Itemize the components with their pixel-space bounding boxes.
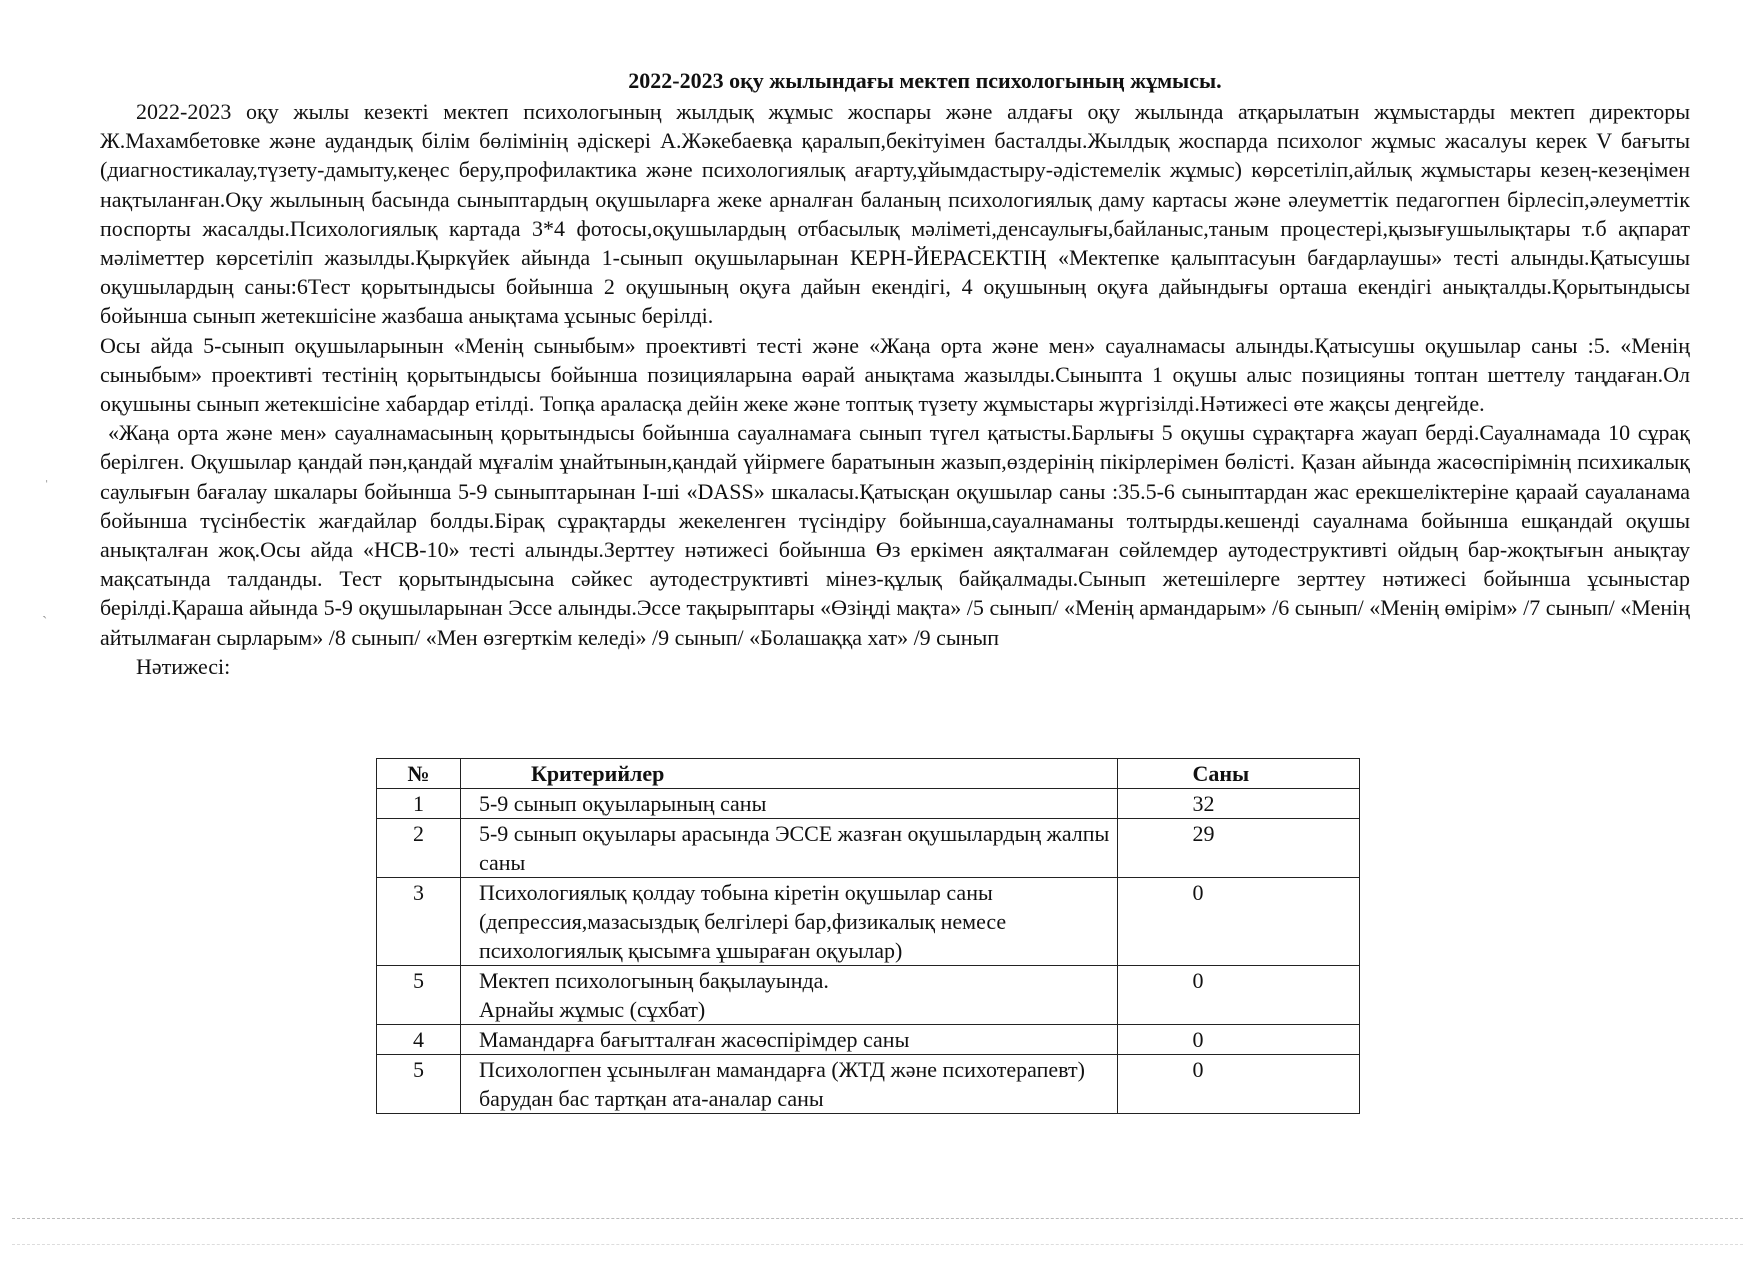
row-count: 29: [1118, 819, 1360, 878]
row-num: 4: [377, 1025, 461, 1055]
paragraph-2: Осы айда 5-сынып оқушыларынын «Менің сыныбым» проективті тесті және «Жаңа орта және мен» сауалнамасы алынды.Қатысушы оқушылар саны :5. «Менің сыныбым» проективті тестінің қорытындысы бойынша позицияларына өарай анықтама жазылды.Сыныпта 1 оқушы алыс позицияны топтан шеттелу таңдаған.Ол оқушыны сынып жетекшісіне хабардар етілді. Топқа араласқа дейін жеке және топтық түзету жұмыстары жүргізілді.Нәтижесі өте жақсы деңгейде.: [100, 332, 1690, 417]
paragraph-3: «Жаңа орта және мен» сауалнамасының қорытындысы бойынша сауалнамаға сынып түгел қатысты.Барлығы 5 оқушы сұрақтарға жауап берді.Сауалнамада 10 сұрақ берілген. Оқушылар қандай пән,қандай мұғалім ұнайтынын,қандай үйірмеге баратынын жазып,өздерінің пікірлерімен бөлісті. Қазан айында жасөспірімнің психикалық саулығын бағалау шкалары бойынша 5-9 сыныптарынан І-ші «DASS» шкаласы.Қатысқан оқушылар саны :35.5-6 сыныптардан жас ерекшеліктеріне қараай сауаланама бойынша түсінбестік жағдайлар болды.Бірақ сұрақтарды жекеленген түсіндіру бойынша,сауалнаманы толтырды.кешенді сауалнама бойынша ешқандай оқушы анықталған жоқ.Осы айда «НСВ-10» тесті алынды.Зерттеу нәтижесі бойынша Өз еркімен аяқталмаған сөйлемдер аутодеструктивті ойдың бар-жоқтығын анықтау мақсатында талданды. Тест қорытындысына сәйкес аутодеструктивті мінез-құлық байқалмады.Сынып жетешілерге зерттеу нәтижесі бойынша ұсыныстар берілді.Қараша айында 5-9 оқушыларынан Эссе алынды.Эссе тақырыптары «Өзіңді мақта» /5 сынып/ «Менің армандарым» /6 сынып/ «Менің өмірім» /7 сынып/ «Менің айтылмаған сырларым» /8 сынып/ «Мен өзгерткім келеді» /9 сынып/ «Болашаққа хат» /9 сынып: [100, 420, 1690, 650]
scan-edge-line: [12, 1244, 1743, 1245]
row-count: 0: [1118, 966, 1360, 1025]
row-criteria: 5-9 сынып оқуыларының саны: [460, 789, 1117, 819]
table-row: [377, 878, 1360, 966]
row-criteria: Мамандарға бағытталған жасөспірімдер саны: [460, 1025, 1117, 1055]
row-num: 1: [377, 789, 461, 819]
document-title: 2022-2023 оқу жылындағы мектеп психологының жұмысы.: [628, 68, 1222, 93]
table-row: [377, 819, 1360, 878]
row-num: 2: [377, 819, 461, 878]
header-criteria: Критерийлер: [460, 759, 1117, 789]
row-criteria: Психологпен ұсынылған мамандарға (ЖТД және психотерапевт) барудан бас тартқан ата-аналар саны: [460, 1055, 1117, 1114]
row-criteria: Психологиялық қолдау тобына кіретін оқушылар саны (депрессия,мазасыздық белгілері бар,физикалық немесе психологиялық қысымға ұшыраған оқуылар): [460, 878, 1117, 966]
row-num: 5: [377, 1055, 461, 1114]
result-label: Нәтижесі:: [136, 653, 231, 679]
document-body: [100, 66, 1690, 681]
header-num: №: [377, 759, 461, 789]
row-count: 0: [1118, 1055, 1360, 1114]
table-row: [377, 966, 1360, 1025]
table-row: [377, 1055, 1360, 1114]
table-row: [377, 789, 1360, 819]
paragraph-1: 2022-2023 оқу жылы кезекті мектеп психологының жылдық жұмыс жоспары және алдағы оқу жылында атқарылатын жұмыстарды мектеп директоры Ж.Махамбетовке және аудандық білім бөлімінің әдіскері А.Жәкебаевқа қаралып,бекітуімен басталды.Жылдық жоспарда психолог жұмыс жасалуы керек V бағыты (диагностикалау,түзету-дамыту,кеңес беру,профилактика және психологиялық ағарту,ұйымдастыру-әдістемелік жұмыс) көрсетіліп,айлық жұмыстары кезең-кезеңімен нақтыланған.Оқу жылының басында сыныптардың оқушыларға жеке арналған баланың психологиялық даму картасы және әлеуметтік педагогпен бірлесіп,әлеуметтік поспорты жасалды.Психологиялық картада 3*4 фотосы,оқушылардың отбасылық мәліметі,денсаулығы,байланыс,таным процестері,қызығушылықтары т.б ақпарат мәліметтер көрсетіліп жазылды.Қыркүйек айында 1-сынып оқушыларынан КЕРН-ЙЕРАСЕКТІҢ «Мектепке қалыптасуын бағдарлаушы» тесті алынды.Қатысушы оқушылардың саны:6Тест қорытындысы бойынша 2 оқушының оқуға дайын екендігі, 4 оқушының оқуға дайындығы орташа екендігі анықталды.Қорытындысы бойынша сынып жетекшісіне жазбаша анықтама ұсыныс берілді.: [100, 99, 1690, 329]
row-count: 32: [1118, 789, 1360, 819]
row-count: 0: [1118, 878, 1360, 966]
row-criteria: 5-9 сынып оқуылары арасында ЭССЕ жазған оқушылардың жалпы саны: [460, 819, 1117, 878]
scan-speck: ˈ: [44, 478, 50, 495]
row-num: 5: [377, 966, 461, 1025]
header-count: Саны: [1118, 759, 1360, 789]
scan-speck: ˏ: [42, 602, 48, 619]
row-count: 0: [1118, 1025, 1360, 1055]
table-row: [377, 1025, 1360, 1055]
row-num: 3: [377, 878, 461, 966]
results-table: [376, 758, 1360, 1114]
row-criteria: Мектеп психологының бақылауында. Арнайы жұмыс (сұхбат): [460, 966, 1117, 1025]
scan-edge-line: [12, 1218, 1743, 1219]
table-header-row: [377, 759, 1360, 789]
